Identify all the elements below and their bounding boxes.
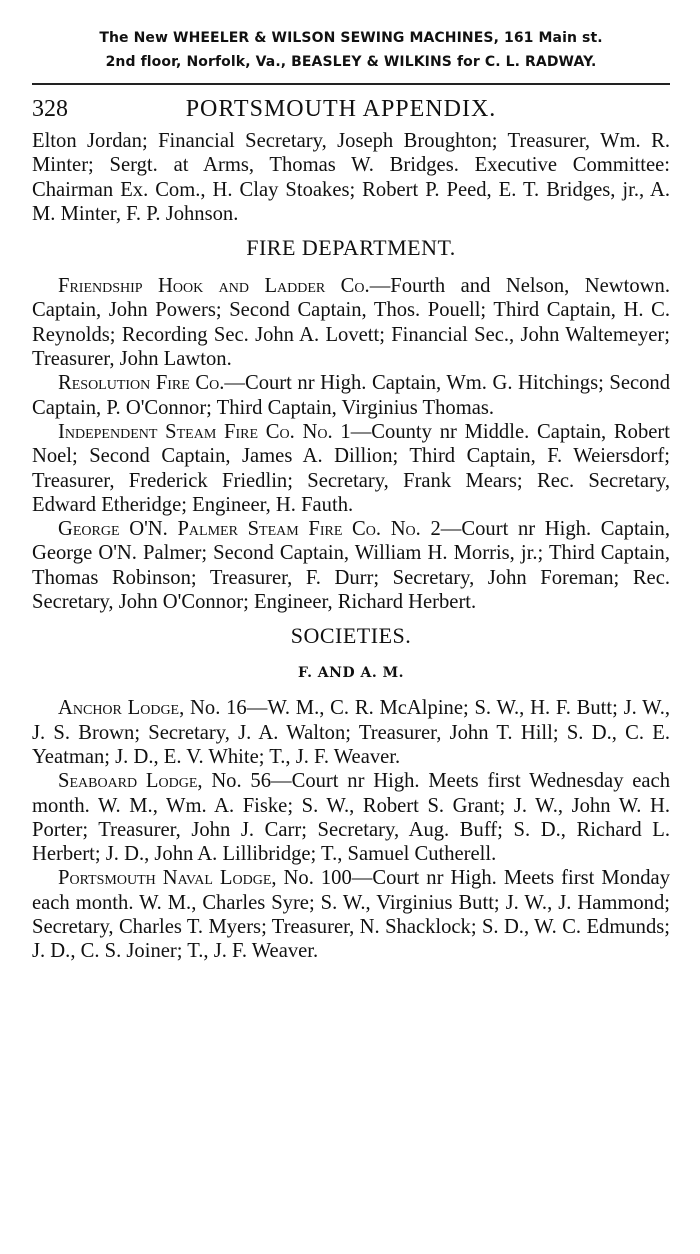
header-rule — [32, 83, 670, 85]
advertisement-banner — [32, 26, 670, 74]
page-title: PORTSMOUTH APPENDIX. — [185, 96, 497, 122]
advertisement-line-1: The New WHEELER & WILSON SEWING MACHINES, 161 Main st. — [99, 30, 603, 46]
entry-palmer-steam-fire-co — [32, 517, 670, 614]
entry-name: Independent Steam Fire Co. No. 1 — [58, 420, 351, 443]
entry-text: —Court nr High. Captain, George O'N. Palmer; Second Captain, William H. Morris, jr.; Third Captain, Thomas Robinson; Treasurer, F. Durr; Secretary, John Foreman; Rec. Secretary, John O'Connor; Engineer, Richard Herbert. — [32, 518, 670, 614]
entry-text: —Court nr High. Captain, Wm. G. Hitchings; Second Captain, P. O'Connor; Third Captain, Virginius Thomas. — [32, 372, 670, 419]
entry-name: Anchor Lodge — [58, 697, 180, 720]
entry-resolution-fire-co — [32, 371, 670, 420]
section-heading-fire-department: FIRE DEPARTMENT. — [246, 235, 456, 261]
section-heading-societies: SOCIETIES. — [290, 623, 412, 649]
entry-text: , No. 56—Court nr High. Meets first Wednesday each month. W. M., Wm. A. Fiske; S. W., Robert S. Grant; J. W., John W. H. Porter; Treasurer, John J. Carr; Secretary, Aug. Buff; S. D., Richard L. Herbert; J. D., John A. Lillibridge; T., Samuel Cutherell. — [32, 770, 670, 866]
advertisement-line-2: 2nd floor, Norfolk, Va., BEASLEY & WILKINS for C. L. RADWAY. — [105, 54, 597, 70]
continued-entry: Elton Jordan; Financial Secretary, Joseph Broughton; Treasurer, Wm. R. Minter; Sergt. at Arms, Thomas W. Bridges. Executive Committee: Chairman Ex. Com., H. Clay Stoakes; Robert P. Peed, E. T. Bridges, jr., A. M. Minter, F. P. Johnson. — [32, 130, 670, 225]
entry-text: —Fourth and Nelson, Newtown. Captain, John Powers; Second Captain, Thos. Pouell; Third Captain, H. C. Reynolds; Recording Sec. John A. Lovett; Financial Sec., John Waltemeyer; Treasurer, John Lawton. — [32, 275, 670, 371]
entry-independent-steam-fire-co — [32, 420, 670, 517]
entry-text: —County nr Middle. Captain, Robert Noel; Second Captain, James A. Dillion; Third Captain, F. Weiersdorf; Treasurer, Frederick Friedlin; Secretary, Frank Mears; Rec. Secretary, Edward Etheridge; Engineer, H. Fauth. — [32, 420, 670, 516]
entry-name: George O'N. Palmer Steam Fire Co. No. 2 — [58, 518, 441, 541]
running-head — [32, 89, 670, 129]
entry-name: Seaboard Lodge — [58, 770, 198, 793]
entry-text: , No. 100—Court nr High. Meets first Monday each month. W. M., Charles Syre; S. W., Virginius Butt; J. W., J. Hammond; Secretary, Charles T. Myers; Treasurer, N. Shacklock; S. D., W. C. Edmunds; J. D., C. S. Joiner; T., J. F. Weaver. — [32, 867, 670, 963]
entry-name: Friendship Hook and Ladder Co. — [58, 275, 370, 298]
subheading-f-and-a-m: F. AND A. M. — [298, 665, 404, 682]
entry-name: Portsmouth Naval Lodge — [58, 867, 272, 890]
entry-seaboard-lodge — [32, 769, 670, 866]
entry-portsmouth-naval-lodge — [32, 866, 670, 963]
entry-text: , No. 16—W. M., C. R. McAlpine; S. W., H. F. Butt; J. W., J. S. Brown; Secretary, J. A. Walton; Treasurer, John T. Hill; S. D., C. E. Yeatman; J. D., E. V. White; T., J. F. Weaver. — [32, 697, 670, 768]
page-number: 328 — [32, 96, 68, 122]
entry-friendship-hook-and-ladder — [32, 274, 670, 371]
entry-name: Resolution Fire Co. — [58, 372, 225, 395]
entry-anchor-lodge — [32, 696, 670, 769]
